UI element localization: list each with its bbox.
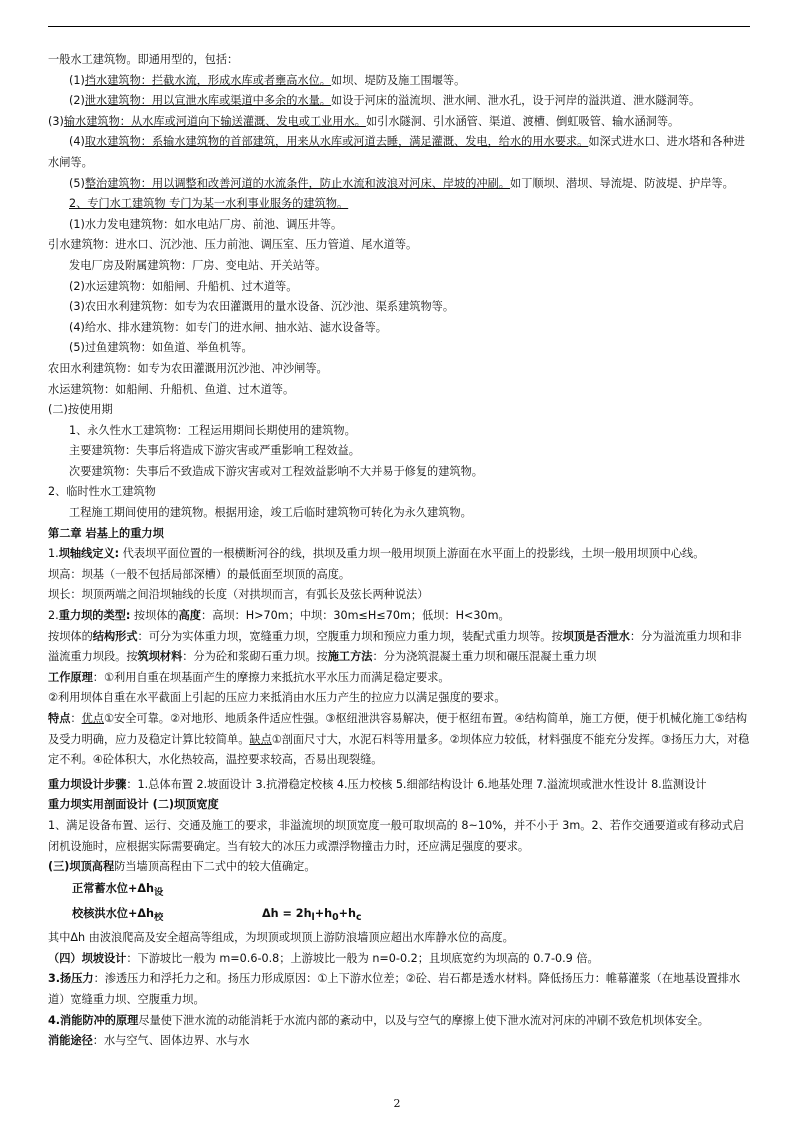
paragraph: [48, 857, 750, 878]
text-line: 农田水利建筑物：如专为农田灌溉用沉沙池、冲沙闸等。: [48, 361, 328, 375]
text-line: (1)水力发电建筑物：如水电站厂房、前池、调压井等。: [69, 217, 343, 231]
bold-term: 3.扬压力: [48, 972, 94, 986]
paragraph: [48, 544, 750, 565]
text-line: ：: [70, 712, 82, 725]
paragraph: [48, 709, 750, 771]
bold-term: 结构形式: [92, 629, 138, 643]
paragraph: [48, 462, 750, 483]
list-number: 1.: [48, 547, 59, 561]
text-line: (3)农田水利建筑物：如专为农田灌溉用的量水设备、沉沙池、渠系建筑物等。: [69, 300, 455, 314]
text-line: ：渗透压力和浮托力之和。扬压力形成原因：①上下游水位差；②砼、岩石都是透水材料。降低扬压力：帷幕灌浆（在地基设置排水道）宽缝重力坝、空腹重力坝。: [48, 972, 741, 1006]
paragraph: [48, 688, 750, 709]
text-line: 按坝体的: [48, 629, 93, 643]
underlined-term: 挡水建筑物：拦截水流，形成水库或者壅高水位。: [84, 73, 331, 87]
formula-line: [72, 903, 750, 928]
paragraph: [48, 318, 750, 339]
text-line: ：1.总体布置 2.坡面设计 3.抗滑稳定校核 4.压力校核 5.细部结构设计 6.地基处理 7.溢流坝或泄水性设计 8.监测设计: [126, 777, 707, 791]
bold-term: 高度: [178, 609, 201, 623]
text-line: 1、满足设备布置、运行、交通及施工的要求，非溢流坝的坝顶宽度一般可取坝高的 8~10%，并不小于 3m。2、若作交通要道或有移动式启闭机设施时，应根据实际需要确定。当有较大的冰压力或漂浮物撞击力时，还应满足强度的要求。: [48, 818, 745, 853]
formula-subscript: 校: [153, 912, 164, 924]
paragraph: [48, 421, 750, 442]
formula-symbol: Δh: [137, 881, 154, 895]
paragraph: [48, 585, 750, 606]
text-line: 引水建筑物：进水口、沉沙池、压力前池、调压室、压力管道、尾水道等。: [48, 238, 418, 252]
text-line: 2、临时性水工建筑物: [48, 485, 156, 499]
paragraph: [48, 297, 750, 318]
paragraph: [48, 503, 750, 524]
text-line: ：分为溢流重力坝和非溢流重力坝段。按: [48, 629, 742, 664]
text-line: ①安全可靠。②对地形、地质条件适应性强。③枢纽泄洪容易解决，便于枢纽布置。④结构简单，施工方便，便于机械化施工⑤结构及受力明确，应力及稳定计算比较简单。: [48, 712, 748, 746]
page-number: 2: [393, 1097, 401, 1110]
underlined-term: 泄水建筑物：用以宣泄水库或渠道中多余的水量。: [84, 94, 331, 108]
bold-term: 工作原理: [48, 670, 93, 684]
formula-text: 校核洪水位+: [72, 906, 138, 920]
paragraph: [48, 816, 750, 857]
paragraph: [48, 627, 750, 668]
text-line: 次要建筑物：失事后不致造成下游灾害或对工程效益影响不大并易于修复的建筑物。: [69, 464, 483, 478]
paragraph: [48, 668, 750, 689]
chapter-title-text: 第二章 岩基上的重力坝: [48, 526, 164, 540]
text-line: ：①利用自重在坝基面产生的摩擦力来抵抗水平水压力而满足稳定要求。: [92, 670, 450, 684]
text-line: 如坝、堤防及施工围堰等。: [331, 73, 466, 87]
paragraph: [48, 606, 750, 627]
paragraph: [48, 565, 750, 586]
paragraph: [48, 1031, 750, 1052]
text-line: 1、永久性水工建筑物：工程运用期间长期使用的建筑物。: [69, 423, 356, 437]
text-line: (2)水运建筑物：如船闸、升船机、过木道等。: [69, 279, 298, 293]
formula-subscript: 设: [153, 886, 164, 898]
bold-term: 坝轴线定义:: [58, 547, 120, 561]
text-line: 如丁顺坝、潜坝、导流堤、防波堤、护岸等。: [510, 176, 734, 190]
chapter-title: [48, 524, 750, 545]
formula-text: +h: [314, 906, 333, 920]
bold-term: 施工方法: [327, 650, 373, 664]
list-number: 2.: [48, 609, 59, 623]
list-number: (2): [69, 94, 85, 108]
list-number: (3): [48, 114, 64, 128]
paragraph: [48, 338, 750, 359]
paragraph: [48, 50, 750, 71]
formula-subscript: c: [355, 912, 362, 924]
text-line: ：可分为实体重力坝，宽缝重力坝，空腹重力坝和预应力重力坝，装配式重力坝等。按: [137, 629, 563, 643]
header-rule: [48, 26, 750, 27]
list-number: (4): [69, 135, 85, 149]
bold-term: 重力坝的类型:: [58, 609, 131, 623]
paragraph: [48, 215, 750, 236]
bold-term: 特点: [48, 712, 71, 725]
bold-term: 重力坝设计步骤: [48, 777, 127, 791]
text-line: 其中Δh 由波浪爬高及安全超高等组成，为坝顶或坝顶上游防浪墙顶应超出水库静水位的高度。: [48, 931, 514, 945]
text-line: 如设于河床的溢流坝、泄水闸、泄水孔，设于河岸的溢洪道、泄水隧洞等。: [331, 94, 701, 108]
formula-text-group: [72, 903, 262, 928]
underlined-term: 整治建筑物：用以调整和改善河道的水流条件，防止水流和波浪对河床、岸坡的冲刷。: [84, 176, 510, 190]
paragraph: [48, 91, 750, 112]
paragraph: [48, 441, 750, 462]
text-line: 如引水隧洞、引水涵管、渠道、渡槽、倒虹吸管、输水涵洞等。: [365, 114, 680, 128]
text-line: 主要建筑物：失事后将造成下游灾害或严重影响工程效益。: [69, 444, 360, 458]
formula-subscript: l: [311, 912, 315, 924]
paragraph: [48, 795, 750, 816]
text-line: ：下游坡比一般为 m=0.6-0.8；上游坡比一般为 n=0-0.2；且坝底宽约为坝高的 0.7-0.9 倍。: [126, 951, 599, 965]
text-line: 尽量使下泄水流的动能消耗于水流内部的紊动中，以及与空气的摩擦上使下泄水流对河床的冲刷不致危机坝体安全。: [138, 1013, 709, 1027]
text-line: ：高坝：H>70m；中坝：30m≤H≤70m；低坝：H<30m。: [201, 609, 510, 623]
text-line: 如深式进水口、进水塔和各种进水闸等。: [48, 135, 745, 169]
text-line: ：分为浇筑混凝土重力坝和碾压混凝土重力坝: [372, 650, 597, 664]
formula-text: Δh = 2h: [262, 906, 312, 920]
section-heading: (二)按使用期: [48, 403, 113, 417]
paragraph: [48, 112, 750, 133]
paragraph: [48, 949, 750, 970]
paragraph: [48, 928, 750, 949]
paragraph: [48, 174, 750, 195]
paragraph: [48, 235, 750, 256]
text-line: 按坝体的: [130, 609, 179, 623]
formula-text: +h: [338, 906, 356, 920]
document-body: [48, 50, 750, 1052]
bold-term: (三)坝顶高程: [48, 860, 115, 874]
bold-term: 4.消能防冲的原理: [48, 1013, 139, 1027]
text-line: ：分为砼和浆砌石重力坝。按: [182, 650, 328, 664]
formula-equation: [262, 903, 361, 928]
paragraph: [48, 482, 750, 503]
underlined-term: 取水建筑物：系输水建筑物的首部建筑，用来从水库或河道去睡，满足灌溉、发电，给水的用水要求。: [84, 135, 589, 149]
text-line: 防当墙顶高程由下二式中的较大值确定。: [114, 860, 316, 874]
paragraph: [48, 969, 750, 1010]
text-line: 发电厂房及附属建筑物：厂房、变电站、开关站等。: [69, 258, 327, 272]
bold-term: （四）坝坡设计: [48, 951, 127, 965]
bold-term: 消能途径: [48, 1034, 93, 1048]
text-line: 坝长：坝顶两端之间沿坝轴线的长度（对拱坝而言，有弧长及弦长两种说法）: [48, 588, 429, 602]
paragraph: [48, 132, 750, 173]
text-line: (4)给水、排水建筑物：如专门的进水闸、抽水站、滤水设备等。: [69, 320, 387, 334]
paragraph: [48, 194, 750, 215]
list-number: (1): [69, 73, 85, 87]
formula-subscript: 0: [332, 912, 339, 924]
formula-line: [72, 878, 750, 903]
paragraph: [48, 256, 750, 277]
underlined-term: 优点: [81, 712, 104, 725]
underlined-term: 输水建筑物：从水库或河道向下输送灌溉、发电或工业用水。: [63, 114, 366, 128]
paragraph: [48, 71, 750, 92]
list-number: (5): [69, 176, 85, 190]
paragraph: [48, 277, 750, 298]
formula-block: [48, 878, 750, 928]
text-line: 工程施工期间使用的建筑物。根据用途，竣工后临时建筑物可转化为永久建筑物。: [69, 506, 472, 520]
paragraph: [48, 1011, 750, 1032]
section-heading: 2、专门水工建筑物 专门为某一水利事业服务的建筑物。: [69, 197, 349, 211]
paragraph: [48, 359, 750, 380]
text-line: ①剖面尺寸大，水泥石料等用量多。②坝体应力较低，材料强度不能充分发挥。③扬压力大，对稳定不利。④砼体积大，水化热较高，温控要求较高，否易出现裂缝。: [48, 732, 750, 767]
formula-symbol: Δh: [137, 906, 154, 920]
formula-text: 正常蓄水位+: [72, 881, 138, 895]
section-heading: 重力坝实用剖面设计 (二)坝顶宽度: [48, 798, 219, 812]
text-line: ②利用坝体自重在水平截面上引起的压应力来抵消由水压力产生的拉应力以满足强度的要求。: [48, 691, 506, 705]
text-line: 代表坝平面位置的一根横断河谷的线，拱坝及重力坝一般用坝顶上游面在水平面上的投影线，土坝一般用坝顶中心线。: [119, 547, 705, 561]
paragraph: [48, 380, 750, 401]
text-line: ：水与空气、固体边界、水与水: [92, 1034, 250, 1048]
text-line: (5)过鱼建筑物：如鱼道、举鱼机等。: [69, 341, 253, 355]
bold-term: 筑坝材料: [137, 650, 183, 664]
paragraph: [48, 400, 750, 421]
text-line: 水运建筑物：如船闸、升船机、鱼道、过木道等。: [48, 382, 295, 396]
underlined-term: 缺点: [249, 732, 272, 746]
text-line: 坝高：坝基（一般不包括局部深槽）的最低面至坝顶的高度。: [48, 567, 351, 581]
text-line: 一般水工建筑物。即通用型的，包括：: [48, 53, 239, 66]
paragraph: [48, 775, 750, 796]
bold-term: 坝顶是否泄水: [562, 629, 630, 643]
